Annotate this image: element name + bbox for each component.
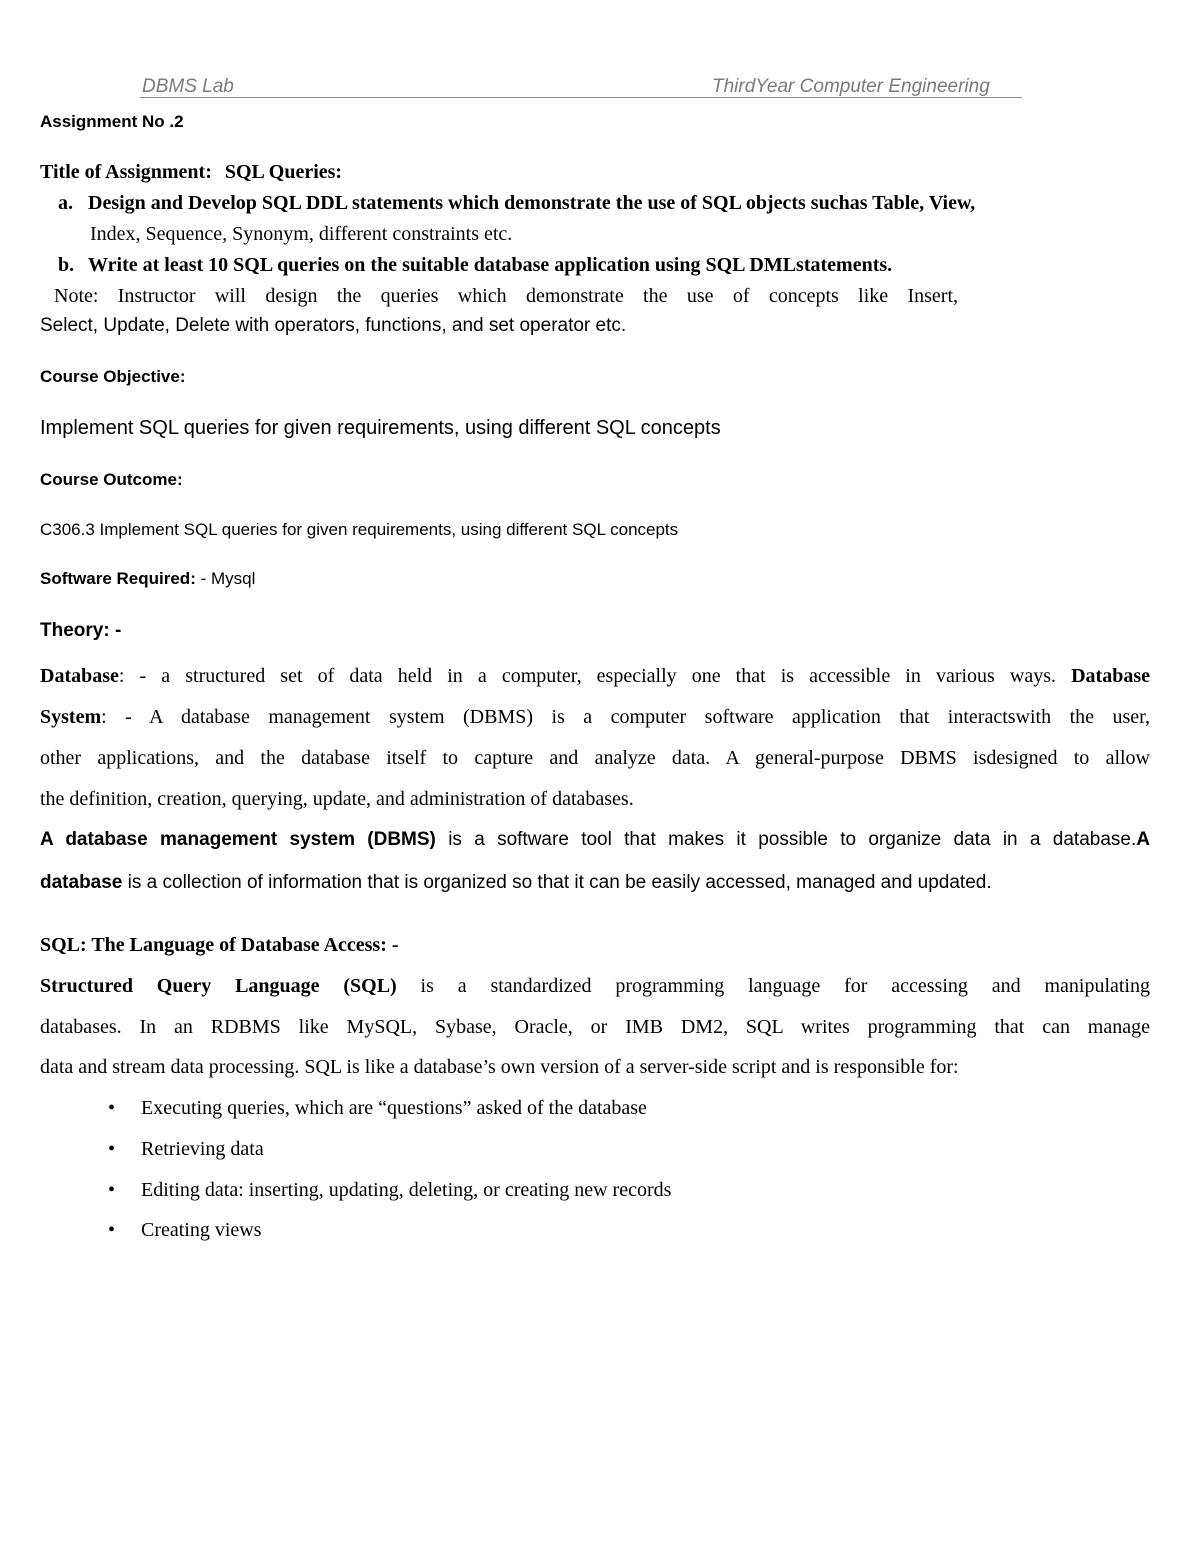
theory-p1-line-1	[40, 665, 1150, 688]
assignment-number: Assignment No .2	[40, 112, 184, 131]
theory-p1-line-3: other applications, and the database itself to capture and analyze data. A general-purpose DBMS isdesigned to allow	[40, 747, 1150, 769]
theory-p2-line-2	[40, 872, 992, 894]
sql-line-1	[40, 975, 1150, 998]
course-outcome-text: C306.3 Implement SQL queries for given requirements, using different SQL concepts	[40, 520, 679, 539]
sql-line-3: data and stream data processing. SQL is like a database’s own version of a server-side script and is responsible for:	[40, 1056, 959, 1078]
term: Database	[1071, 665, 1150, 687]
item-text: Design and Develop SQL DDL statements which demonstrate the use of SQL objects suchas Table, View,	[88, 192, 976, 214]
course-objective-label: Course Objective:	[40, 367, 186, 386]
title-item-a	[58, 192, 1138, 215]
course-objective-text: Implement SQL queries for given requirements, using different SQL concepts	[40, 417, 721, 439]
theory-p2-line-1	[40, 829, 1150, 851]
list-item: Creating views	[141, 1219, 262, 1241]
item-text: Write at least 10 SQL queries on the suitable database application using SQL DMLstatements.	[88, 254, 893, 276]
text-run: is a software tool that makes it possible to organize data in a database.	[435, 829, 1137, 850]
term: Structured Query Language (SQL)	[40, 975, 397, 997]
title-item-b	[58, 254, 892, 277]
term: Database	[40, 665, 119, 687]
title-row	[40, 161, 342, 184]
sql-line-2: databases. In an RDBMS like MySQL, Sybase, Oracle, or IMB DM2, SQL writes programming that can manage	[40, 1016, 1150, 1038]
text-run: is a collection of information that is organized so that it can be easily accessed, managed and updated.	[122, 872, 992, 893]
note-line-1: Note: Instructor will design the queries which demonstrate the use of concepts like Insert,	[54, 285, 958, 307]
term: A database management system (DBMS)	[40, 829, 436, 850]
software-row	[40, 569, 255, 589]
title-item-a-cont: Index, Sequence, Synonym, different constraints etc.	[90, 223, 513, 245]
list-item: Editing data: inserting, updating, deleting, or creating new records	[141, 1179, 672, 1201]
list-item: Executing queries, which are “questions” asked of the database	[141, 1097, 647, 1119]
bullet-icon: •	[108, 1138, 116, 1160]
text-run: : - a structured set of data held in a computer, especially one that is accessible in various ways.	[118, 665, 1057, 687]
header-right: ThirdYear Computer Engineering	[712, 76, 990, 97]
bullet-icon: •	[108, 1097, 116, 1119]
software-value: - Mysql	[195, 569, 256, 588]
header-rule	[140, 97, 1022, 98]
text-run: : - A database management system (DBMS) is a computer software application that interactswith the user,	[101, 706, 1150, 728]
item-marker: a.	[58, 192, 73, 214]
term: database	[40, 872, 123, 893]
theory-p1-line-2	[40, 706, 1150, 729]
theory-label: Theory: -	[40, 620, 122, 641]
header-left: DBMS Lab	[142, 76, 234, 97]
sql-heading: SQL: The Language of Database Access: -	[40, 934, 399, 956]
bullet-icon: •	[108, 1179, 116, 1201]
term: A	[1136, 829, 1150, 850]
title-text: SQL Queries:	[224, 161, 343, 183]
note-line-2: Select, Update, Delete with operators, functions, and set operator etc.	[40, 315, 627, 336]
theory-p1-line-4: the definition, creation, querying, update, and administration of databases.	[40, 788, 634, 810]
software-label: Software Required:	[40, 569, 196, 588]
term: System	[40, 706, 102, 728]
item-marker: b.	[58, 254, 75, 276]
title-label: Title of Assignment:	[40, 161, 212, 183]
bullet-icon: •	[108, 1219, 116, 1241]
list-item: Retrieving data	[141, 1138, 264, 1160]
text-run: is a standardized programming language for accessing and manipulating	[396, 975, 1150, 997]
course-outcome-label: Course Outcome:	[40, 470, 183, 489]
